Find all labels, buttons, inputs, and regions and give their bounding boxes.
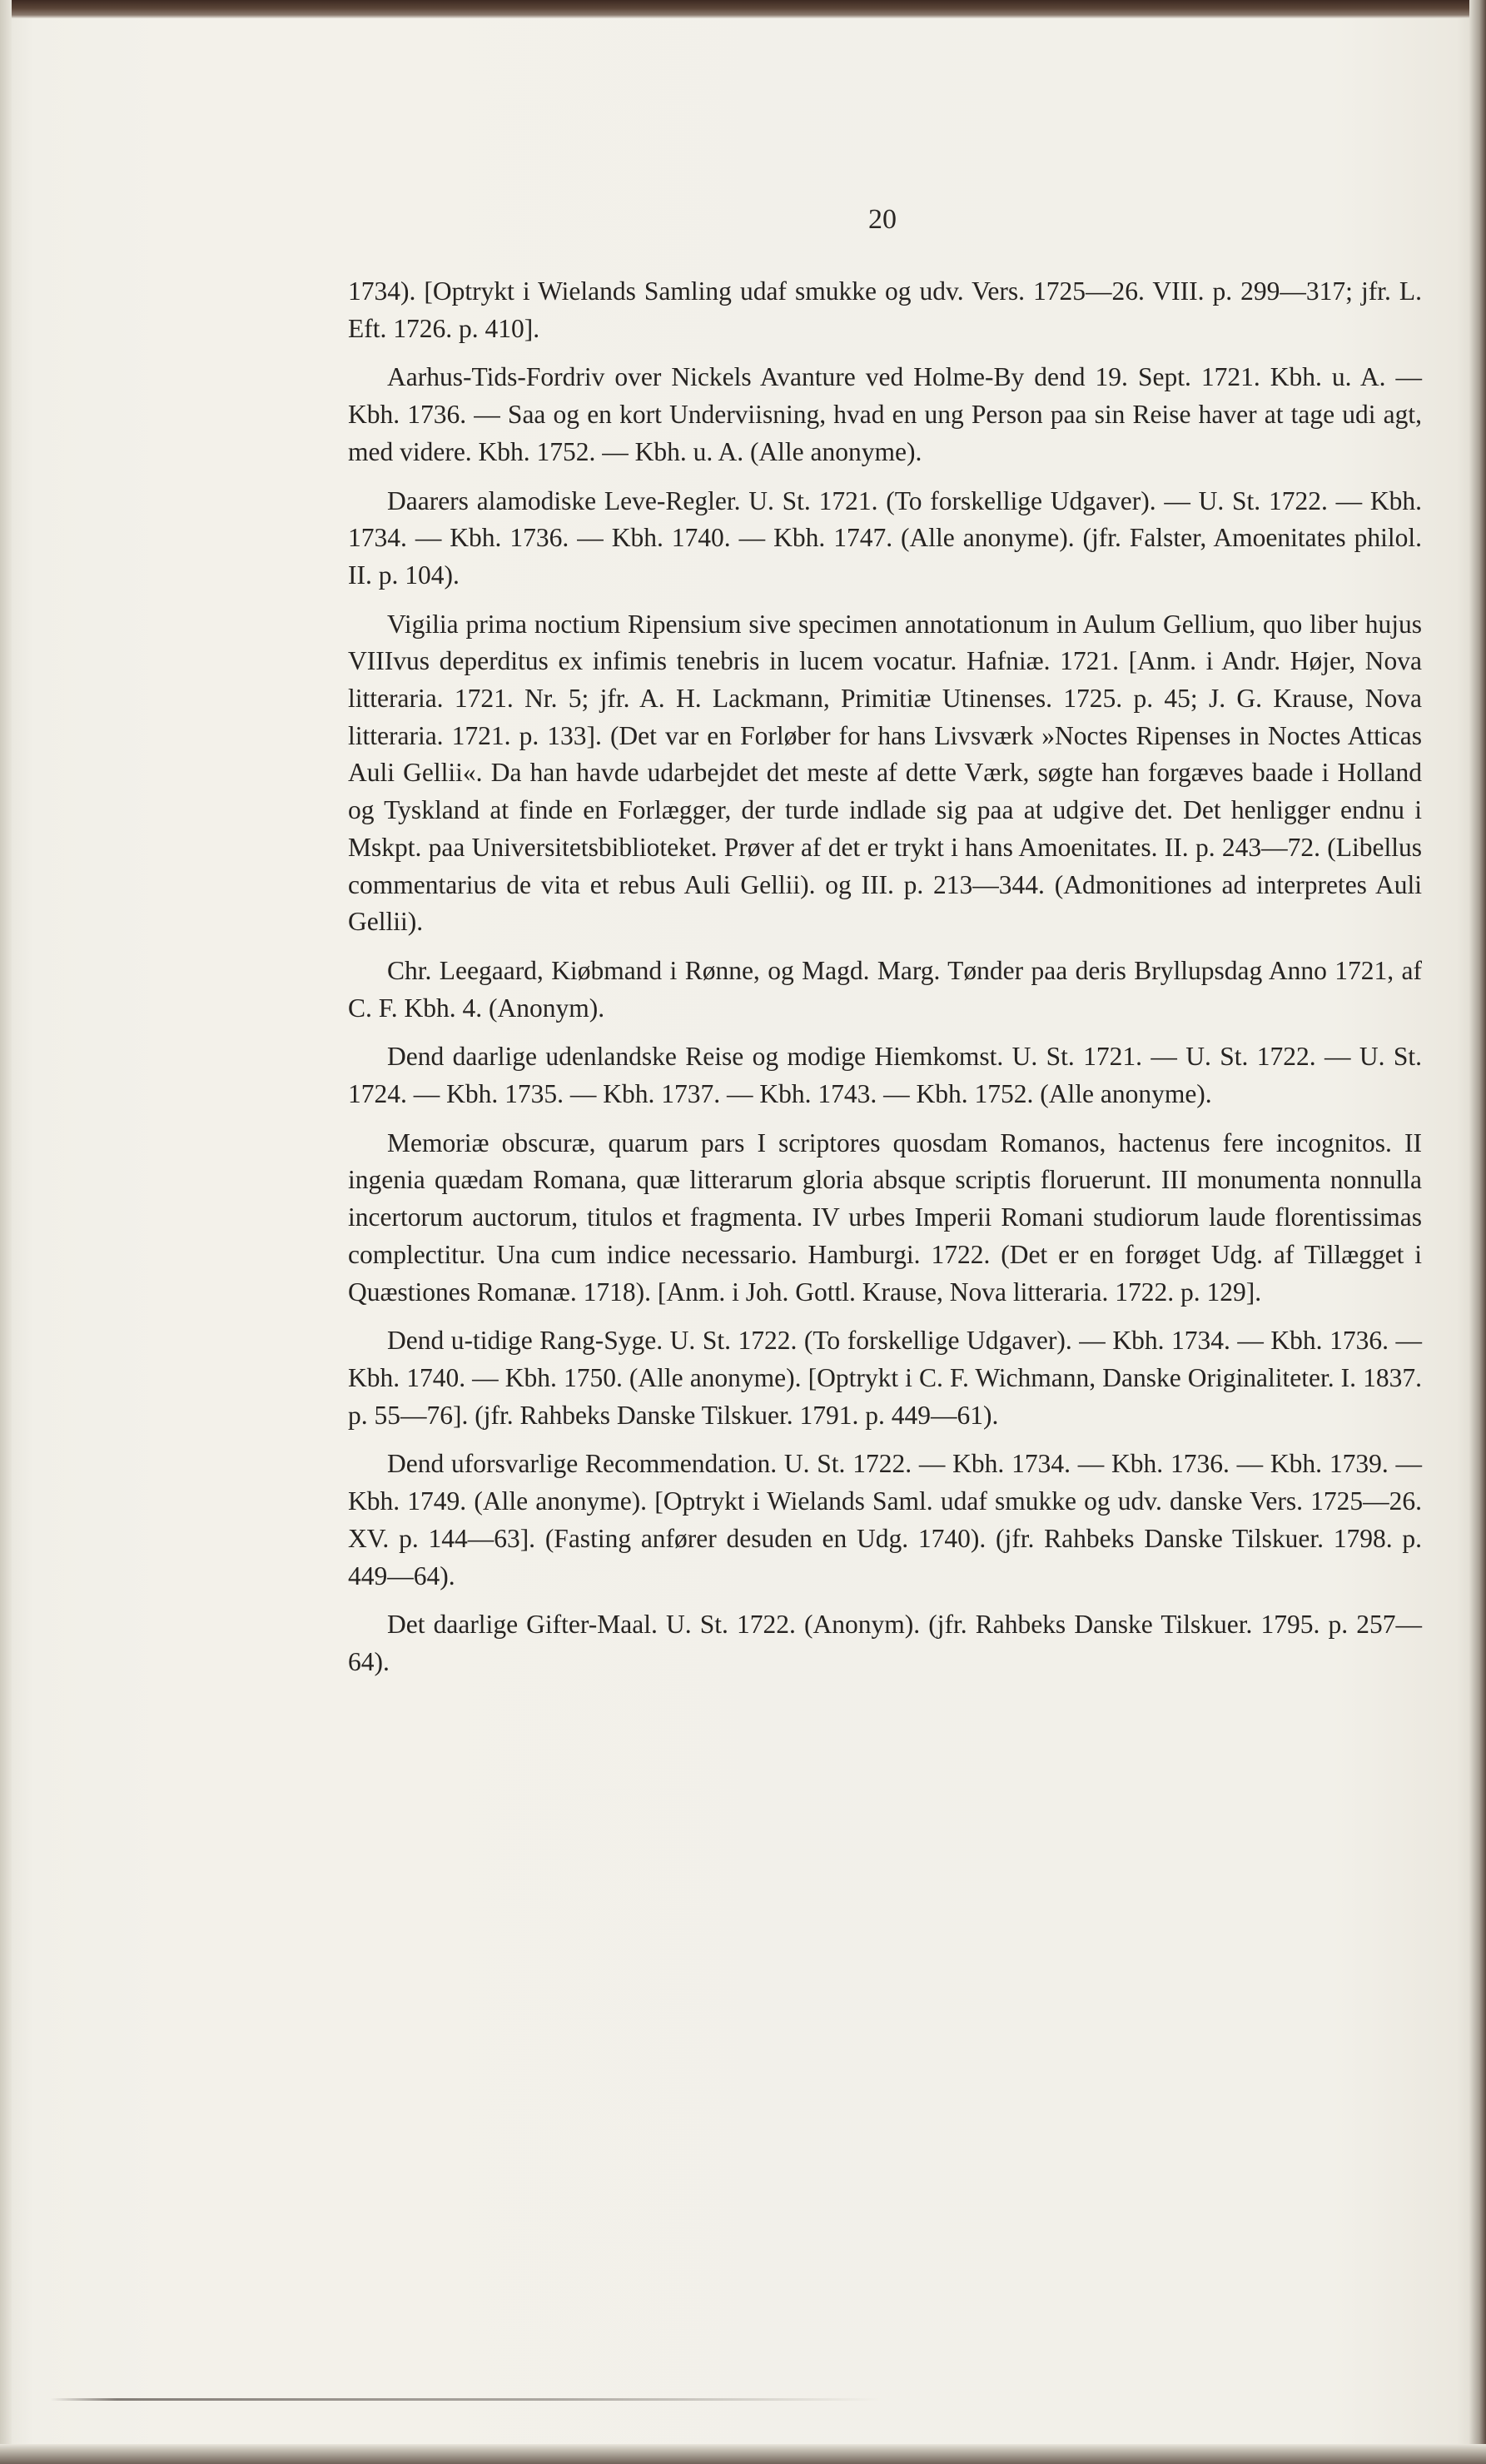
page-number: 20 (868, 204, 897, 235)
scan-top-edge (0, 0, 1486, 18)
bibliography-entry: Vigilia prima noctium Ripensium sive specimen annotationum in Aulum Gellium, quo liber hujus VIIIvus deperditus ex infimis tenebris in lucem vocatur. Hafniæ. 1721. [Anm. i Andr. Højer, Nova litteraria. 1721. Nr. 5; jfr. A. H. Lackmann, Primitiæ Utinenses. 1725. p. 45; J. G. Krause, Nova litteraria. 1721. p. 133]. (Det var en Forløber for hans Livsværk »Noctes Ripenses in Noctes Atticas Auli Gellii«. Da han havde udarbejdet det meste af dette Værk, søgte han forgæves baade i Holland og Tyskland at finde en Forlægger, der turde indlade sig paa at udgive det. Det henligger endnu i Mskpt. paa Universitetsbiblioteket. Prøver af det er trykt i hans Amoenitates. II. p. 243—72. (Libellus commentarius de vita et rebus Auli Gellii). og III. p. 213—344. (Admonitiones ad interpretes Auli Gellii). (348, 609, 1422, 937)
bibliography-entry: Dend uforsvarlige Recommendation. U. St. 1722. — Kbh. 1734. — Kbh. 1736. — Kbh. 1739. — Kbh. 1749. (Alle anonyme). [Optrykt i Wielands Saml. udaf smukke og udv. danske Vers. 1725—26. XV. p. 144—63]. (Fasting anfører desuden en Udg. 1740). (jfr. Rahbeks Danske Tilskuer. 1798. p. 449—64). (348, 1449, 1422, 1590)
pencil-mark (50, 2398, 882, 2401)
bibliography-entry: Chr. Leegaard, Kiøbmand i Rønne, og Magd. Marg. Tønder paa deris Bryllupsdag Anno 1721, af C. F. Kbh. 4. (Anonym). (348, 955, 1422, 1023)
bibliography-entry: Det daarlige Gifter-Maal. U. St. 1722. (Anonym). (jfr. Rahbeks Danske Tilskuer. 1795. p. 257—64). (348, 1610, 1422, 1676)
scan-bottom-edge (0, 2444, 1486, 2464)
bibliography-entry: Aarhus-Tids-Fordriv over Nickels Avanture ved Holme-By dend 19. Sept. 1721. Kbh. u. A. — Kbh. 1736. — Saa og en kort Underviisning, hvad en ung Person paa sin Reise haver at tage udi agt, med videre. Kbh. 1752. — Kbh. u. A. (Alle anonyme). (348, 362, 1422, 466)
scan-left-edge (0, 0, 12, 2464)
scan-right-edge (1469, 0, 1486, 2464)
bibliography-entry: Dend daarlige udenlandske Reise og modige Hiemkomst. U. St. 1721. — U. St. 1722. — U. St. 1724. — Kbh. 1735. — Kbh. 1737. — Kbh. 1743. — Kbh. 1752. (Alle anonyme). (348, 1042, 1422, 1109)
bibliography-entry: Daarers alamodiske Leve-Regler. U. St. 1721. (To forskellige Udgaver). — U. St. 1722. — Kbh. 1734. — Kbh. 1736. — Kbh. 1740. — Kbh. 1747. (Alle anonyme). (jfr. Falster, Amoenitates philol. II. p. 104). (348, 485, 1422, 590)
bibliography-entry: Dend u-tidige Rang-Syge. U. St. 1722. (To forskellige Udgaver). — Kbh. 1734. — Kbh. 1736. — Kbh. 1740. — Kbh. 1750. (Alle anonyme). [Optrykt i C. F. Wichmann, Danske Originaliteter. I. 1837. p. 55—76]. (jfr. Rahbeks Danske Tilskuer. 1791. p. 449—61). (348, 1326, 1422, 1430)
bibliography-entry: Memoriæ obscuræ, quarum pars I scriptores quosdam Romanos, hactenus fere incognitos. II ingenia quædam Romana, quæ litterarum gloria absque scriptis floruerunt. III monumenta nonnulla incertorum auctorum, titulos et fragmenta. IV urbes Imperii Romani studiorum laude florentissimas complectitur. Una cum indice necessario. Hamburgi. 1722. (Det er en forøget Udg. af Tillægget i Quæstiones Romanæ. 1718). [Anm. i Joh. Gottl. Krause, Nova litteraria. 1722. p. 129]. (348, 1127, 1422, 1307)
bibliography-text (348, 273, 1422, 1681)
bibliography-entry: 1734). [Optrykt i Wielands Samling udaf smukke og udv. Vers. 1725—26. VIII. p. 299—317; jfr. L. Eft. 1726. p. 410]. (348, 276, 1422, 343)
